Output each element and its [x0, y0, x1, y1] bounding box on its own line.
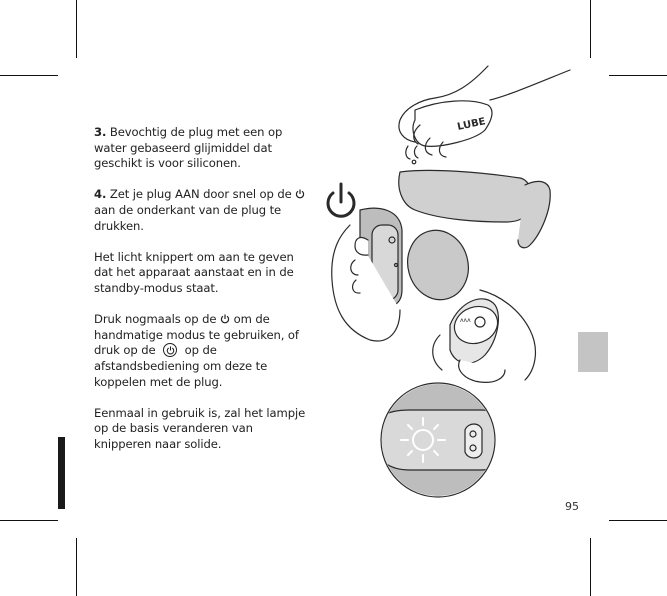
remote-control — [433, 290, 536, 382]
step-text: aan de onderkant van de plug te drukken. — [94, 202, 282, 233]
page-number: 95 — [565, 500, 579, 513]
crop-mark — [0, 520, 58, 521]
step-number: 4. — [94, 187, 107, 202]
crop-mark — [609, 75, 667, 76]
step-text: op de afstandsbediening om deze te koppelen met de plug. — [94, 343, 268, 389]
instructions-text — [94, 125, 309, 468]
step-4 — [94, 187, 309, 234]
power-icon — [163, 343, 177, 357]
crop-mark — [590, 0, 591, 58]
lube-label: LUBE — [456, 116, 487, 133]
base-closeup — [360, 380, 520, 500]
step-text: om de handmatige modus te gebruiken, of druk op de — [94, 312, 299, 358]
lube-bottle — [399, 66, 570, 164]
crop-mark — [590, 538, 591, 596]
blink-paragraph: Het licht knippert om aan te geven dat het apparaat aanstaat en in de standby-modus staat. — [94, 249, 294, 295]
step-number: 3. — [94, 125, 107, 139]
power-icon — [328, 184, 354, 216]
product-illustration — [320, 60, 590, 500]
step-3 — [94, 125, 309, 172]
crop-mark — [76, 0, 77, 58]
solid-paragraph: Eenmaal in gebruik is, zal het lampje op de basis veranderen van knipperen naar solide. — [94, 405, 306, 451]
crop-mark — [0, 75, 58, 76]
step-text: Bevochtig de plug met een op water gebaseerd glijmiddel dat geschikt is voor siliconen. — [94, 125, 283, 171]
press-paragraph — [94, 312, 309, 390]
power-icon — [220, 314, 230, 324]
crop-mark — [609, 520, 667, 521]
chapter-bar — [58, 437, 65, 509]
remote-mark: ʌʌʌ — [460, 317, 471, 324]
step-text: Zet je plug AAN door snel op de — [106, 187, 296, 202]
power-icon — [295, 189, 305, 199]
step-text: Druk nogmaals op de — [94, 312, 221, 327]
crop-mark — [76, 538, 77, 596]
